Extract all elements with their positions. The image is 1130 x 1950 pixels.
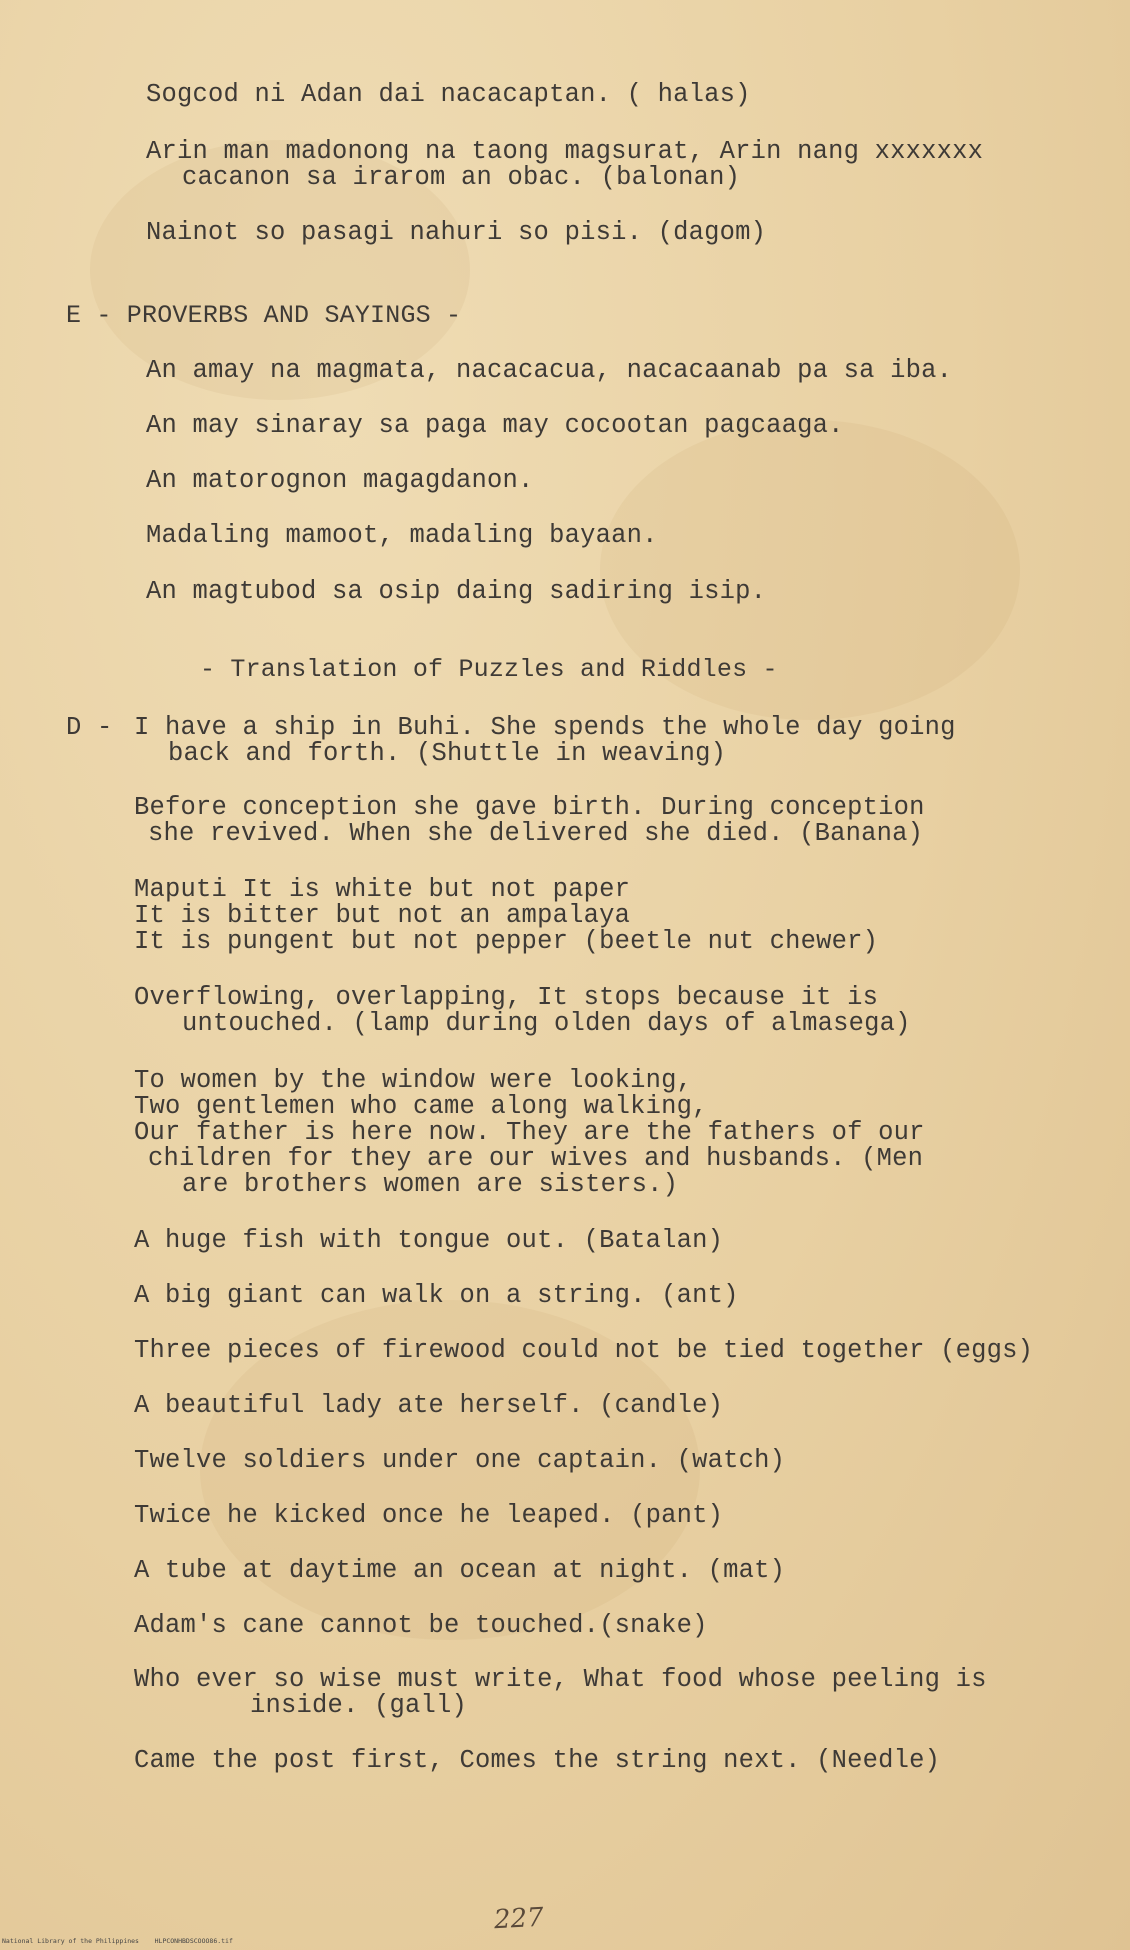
translation-line: Two gentlemen who came along walking, bbox=[134, 1092, 708, 1121]
translation-line: Twice he kicked once he leaped. (pant) bbox=[134, 1501, 724, 1530]
translation-line: I have a ship in Buhi. She spends the whole day going bbox=[134, 713, 956, 742]
riddle-line: Sogcod ni Adan dai nacacaptan. ( halas) bbox=[146, 80, 751, 109]
translation-line: untouched. (lamp during olden days of almasega) bbox=[182, 1009, 911, 1038]
translation-line: It is bitter but not an ampalaya bbox=[134, 901, 631, 930]
translation-line: Twelve soldiers under one captain. (watch) bbox=[134, 1446, 786, 1475]
proverb-item: An matorognon magagdanon. bbox=[146, 466, 534, 495]
translation-line: To women by the window were looking, bbox=[134, 1066, 693, 1095]
translation-line: Who ever so wise must write, What food whose peeling is bbox=[134, 1665, 987, 1694]
page-number: 227 bbox=[493, 1902, 545, 1936]
proverb-item: Madaling mamoot, madaling bayaan. bbox=[146, 521, 658, 550]
section-e-heading: E - PROVERBS AND SAYINGS - bbox=[66, 301, 462, 330]
translation-line: Maputi It is white but not paper bbox=[134, 875, 631, 904]
translation-line: A tube at daytime an ocean at night. (mat) bbox=[134, 1556, 786, 1585]
translation-line: Adam's cane cannot be touched.(snake) bbox=[134, 1611, 708, 1640]
proverb-item: An may sinaray sa paga may cocootan pagcaaga. bbox=[146, 411, 844, 440]
translation-line: inside. (gall) bbox=[250, 1691, 468, 1720]
translation-line: are brothers women are sisters.) bbox=[182, 1170, 679, 1199]
translation-line: Overflowing, overlapping, It stops because it is bbox=[134, 983, 879, 1012]
translation-line: Came the post first, Comes the string next. (Needle) bbox=[134, 1746, 941, 1775]
riddle-line: Arin man madonong na taong magsurat, Arin nang xxxxxxx bbox=[146, 137, 984, 166]
section-d-label: D - bbox=[66, 713, 113, 742]
scan-footer: National Library of the Philippines HLPCONHBDSCOOO86.tif bbox=[2, 1937, 233, 1945]
translation-line: A huge fish with tongue out. (Batalan) bbox=[134, 1226, 724, 1255]
translation-line: A big giant can walk on a string. (ant) bbox=[134, 1281, 739, 1310]
translation-line: Our father is here now. They are the fathers of our bbox=[134, 1118, 925, 1147]
riddle-line-continuation: cacanon sa irarom an obac. (balonan) bbox=[182, 163, 741, 192]
translation-line: children for they are our wives and husbands. (Men bbox=[148, 1144, 924, 1173]
translation-line: Before conception she gave birth. During conception bbox=[134, 793, 925, 822]
riddle-line: Nainot so pasagi nahuri so pisi. (dagom) bbox=[146, 218, 767, 247]
translation-heading: - Translation of Puzzles and Riddles - bbox=[200, 655, 778, 684]
proverb-item: An amay na magmata, nacacacua, nacacaanab pa sa iba. bbox=[146, 356, 953, 385]
translation-line: Three pieces of firewood could not be tied together (eggs) bbox=[134, 1336, 1034, 1365]
translation-line: A beautiful lady ate herself. (candle) bbox=[134, 1391, 724, 1420]
proverb-item: An magtubod sa osip daing sadiring isip. bbox=[146, 577, 767, 606]
translation-line: It is pungent but not pepper (beetle nut chewer) bbox=[134, 927, 879, 956]
translation-line: she revived. When she delivered she died. (Banana) bbox=[148, 819, 924, 848]
translation-line: back and forth. (Shuttle in weaving) bbox=[168, 739, 727, 768]
